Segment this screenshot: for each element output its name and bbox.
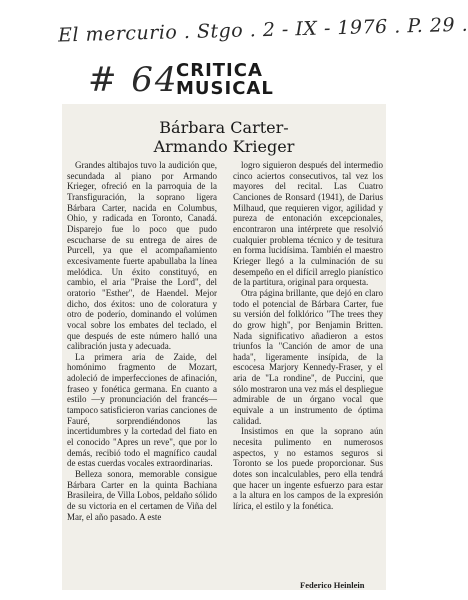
section-title-line-2: MUSICAL (176, 78, 274, 99)
article-column-left (67, 160, 217, 584)
headline-line-2: Armando Krieger (153, 137, 295, 156)
article-paragraph: Otra página brillante, que dejó en claro todo el potencial de Bárbara Carter, fue su versión del folklórico "The trees they do grow high", por Benjamin Britten. Nada significativo añadieron a estos triunfos la "Canción de amor de una hada", ligeramente insípida, de la escocesa Marjory Kennedy-Fraser, y el aria de "La rondine", de Puccini, que sólo mostraron una vez más el despliegue admirable de un órgano vocal que equivale a un instrumento de óptima calidad. (233, 287, 383, 426)
headline-line-1: Bárbara Carter- (159, 118, 289, 137)
article-headline (62, 118, 386, 156)
article-paragraph: Insistimos en que la soprano aún necesita pulimento en numerosos aspectos, y no estamos seguros si Toronto se los puede proporcionar. Sus dotes son incalculables, pero ella tendrá que hacer un ingente esfuerzo para estar a la altura en los campos de la expresión lírica, el estilo y la fonética. (233, 426, 383, 511)
handwritten-number: # 64 (88, 60, 179, 100)
article-column-right (233, 160, 383, 584)
article-paragraph: Belleza sonora, memorable consigue Bárbara Carter en la quinta Bachiana Brasileira, de Villa Lobos, peldaño sólido de su victoria en el certamen de Viña del Mar, el año pasado. A este (67, 469, 217, 522)
article-paragraph: Grandes altibajos tuvo la audición que, secundada al piano por Armando Krieger, ofreció en la parroquia de la Transfiguración, la soprano ligera Bárbara Carter, nacida en Columbus, Ohio, y radicada en Toronto, Canadá. Disparejo fue lo poco que pudo escucharse de su entrega de aires de Purcell, ya que el acompañamiento excesivamente fuerte apabullaba la línea melódica. Un éxito constituyó, en cambio, el aria "Praise the Lord", del oratorio "Esther", de Haendel. Mejor dicho, dos éxitos: uno de coloratura y otro de poderío, dominando el volúmen vocal sobre los embates del teclado, el que después de este número halló una calibración justa y adecuada. (67, 160, 217, 352)
section-title-line-1: CRITICA (176, 60, 263, 81)
article-paragraph: La primera aria de Zaide, del homónimo fragmento de Mozart, adoleció de imperfecciones de afinación, fraseo y fonética germana. En cuanto a estilo —y pronunciación del francés— tampoco satisficieron varias canciones de Fauré, sorprendiéndonos las incertidumbres y la cortedad del fiato en el conocido "Apres un reve", que por lo demás, recibió todo el magnífico caudal de estas cuerdas vocales extraordinarias. (67, 351, 217, 469)
article-paragraph: logro siguieron después del intermedio cinco aciertos consecutivos, tal vez los mayores del recital. Las Cuatro Canciones de Ronsard (1941), de Darius Milhaud, que requieren vigor, agilidad y pureza de entonación excepcionales, encontraron una intérprete que resolvió cualquier problema técnico y de tesitura en forma lucidísima. También el maestro Krieger llegó a la culminación de su desempeño en el difícil arreglo pianístico de la partitura, original para orquesta. (233, 160, 383, 288)
handwritten-source-note: El mercurio . Stgo . 2 - IX - 1976 . P. 29 . (57, 13, 468, 47)
section-title (176, 62, 376, 98)
author-signature: Federico Heinlein (300, 580, 365, 590)
